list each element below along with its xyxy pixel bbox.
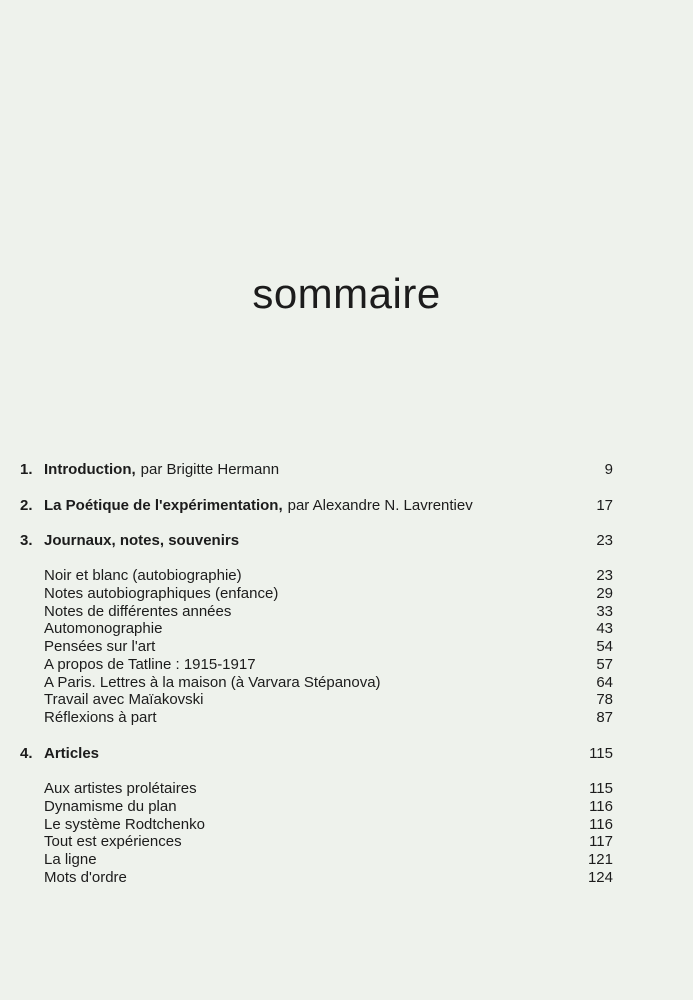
entry-title: La ligne — [44, 851, 97, 868]
toc-section-1 — [20, 461, 613, 479]
page-number: 23 — [596, 532, 613, 549]
toc-entry — [20, 798, 613, 816]
toc-entry — [20, 567, 613, 585]
entry-title: Aux artistes prolétaires — [44, 780, 197, 797]
section-author: par Alexandre N. Lavrentiev — [287, 497, 473, 514]
section-title: Articles — [44, 745, 100, 762]
page-number: 116 — [589, 816, 613, 833]
page-number: 57 — [596, 656, 613, 673]
entry-title: Mots d'ordre — [44, 869, 127, 886]
entry-title: Pensées sur l'art — [44, 638, 156, 655]
toc-entry — [20, 585, 613, 603]
toc-section-2 — [20, 497, 613, 515]
toc-section-3 — [20, 532, 613, 550]
section-number: 2. — [20, 497, 33, 514]
entry-title: Travail avec Maïakovski — [44, 691, 204, 708]
entry-title: Dynamisme du plan — [44, 798, 177, 815]
page-number: 115 — [589, 780, 613, 797]
page-number: 115 — [589, 745, 613, 762]
entry-title: A Paris. Lettres à la maison (à Varvara Stépanova) — [44, 674, 381, 691]
entry-title: Tout est expériences — [44, 833, 182, 850]
page-number: 64 — [596, 674, 613, 691]
toc-entry — [20, 833, 613, 851]
toc-entry — [20, 816, 613, 834]
toc-entry — [20, 620, 613, 638]
toc-entry — [20, 691, 613, 709]
entry-title: A propos de Tatline : 1915-1917 — [44, 656, 256, 673]
section-number: 1. — [20, 461, 33, 478]
toc-entry — [20, 656, 613, 674]
toc-section-4 — [20, 745, 613, 763]
toc-entry — [20, 674, 613, 692]
toc-entry — [20, 780, 613, 798]
entry-title: Automonographie — [44, 620, 163, 637]
section-number: 3. — [20, 532, 33, 549]
toc-entry — [20, 851, 613, 869]
toc-entry — [20, 638, 613, 656]
page-number: 43 — [596, 620, 613, 637]
entry-title: Notes de différentes années — [44, 603, 232, 620]
toc-entry — [20, 603, 613, 621]
page-number: 116 — [589, 798, 613, 815]
page-number: 117 — [589, 833, 613, 850]
page-number: 54 — [596, 638, 613, 655]
page-number: 124 — [587, 869, 613, 886]
toc-entry — [20, 709, 613, 727]
entry-title: Réflexions à part — [44, 709, 157, 726]
toc-entry — [20, 869, 613, 887]
page-number: 78 — [596, 691, 613, 708]
page-number: 23 — [596, 567, 613, 584]
page-number: 29 — [596, 585, 613, 602]
page-number: 17 — [596, 497, 613, 514]
section-title: Introduction, — [44, 461, 136, 478]
section-number: 4. — [20, 745, 33, 762]
page-title: sommaire — [252, 270, 441, 317]
entry-title: Noir et blanc (autobiographie) — [44, 567, 242, 584]
section-title: Journaux, notes, souvenirs — [44, 532, 240, 549]
section-author: par Brigitte Hermann — [140, 461, 280, 478]
page-number: 121 — [587, 851, 613, 868]
page-number: 33 — [596, 603, 613, 620]
page-number: 87 — [596, 709, 613, 726]
entry-title: Notes autobiographiques (enfance) — [44, 585, 279, 602]
page-number: 9 — [604, 461, 613, 478]
entry-title: Le système Rodtchenko — [44, 816, 205, 833]
section-title: La Poétique de l'expérimentation, — [44, 497, 283, 514]
